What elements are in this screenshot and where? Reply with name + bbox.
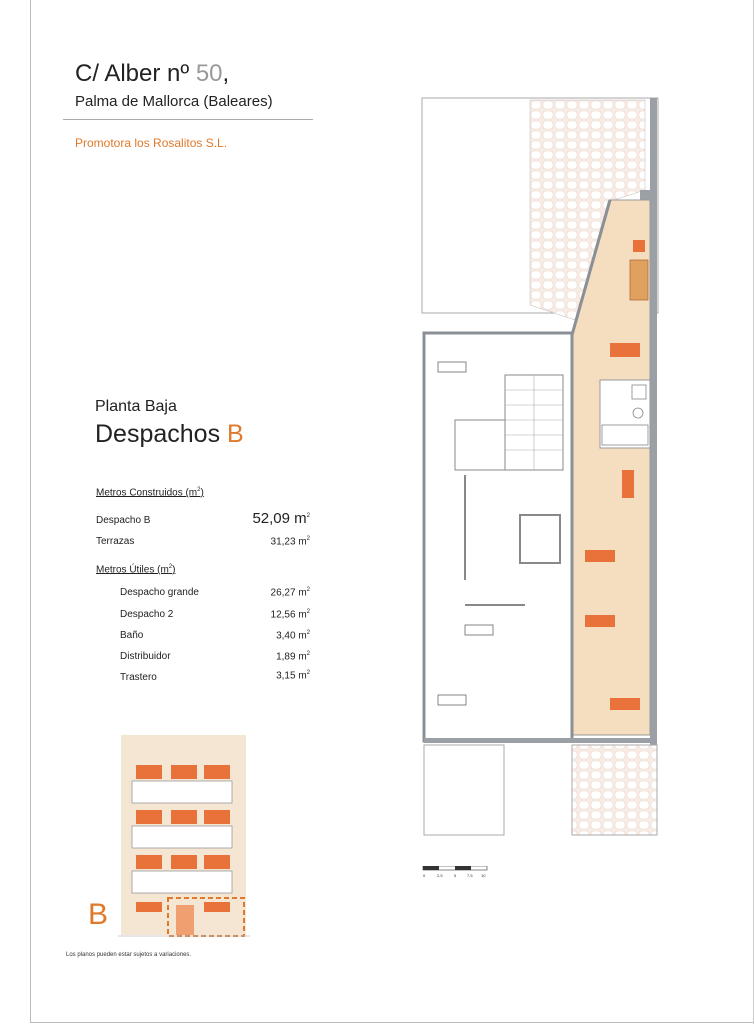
building-elevation <box>118 735 250 940</box>
wall-right-inner <box>640 190 650 200</box>
footnote: Los planos pueden estar sujetos a variaciones. <box>66 952 192 958</box>
city: Palma de Mallorca (Baleares) <box>75 93 273 110</box>
table-1 <box>610 343 640 357</box>
stairs <box>505 375 563 470</box>
balconies <box>132 781 232 893</box>
built-heading: Metros Construidos $(m^2)$ <box>96 487 204 499</box>
unit-title: Despachos B <box>95 420 244 448</box>
table-2 <box>622 470 634 498</box>
svg-text:5: 5 <box>454 873 457 878</box>
wall-bottom <box>424 738 657 743</box>
svg-text:7,5: 7,5 <box>467 873 473 878</box>
built-label-0: Despacho B <box>96 515 151 526</box>
terrace-lower-right <box>572 745 657 835</box>
floor-label: Planta Baja <box>95 398 177 415</box>
address-title: C/ Alber nº 50, <box>75 60 230 87</box>
table-4 <box>585 615 615 627</box>
useful-value-4: 3,15 $m^2$ <box>276 670 310 682</box>
built-value-1: 31,23 $m^2$ <box>270 536 310 548</box>
bathtub <box>602 425 648 445</box>
elevator <box>520 515 560 563</box>
sofa <box>630 260 648 300</box>
useful-label-0: Despacho grande <box>120 587 199 598</box>
useful-value-0: 26,27 $m^2$ <box>270 587 310 599</box>
useful-label-3: Distribuidor <box>120 651 171 662</box>
small-bath-left <box>455 420 505 470</box>
built-label-1: Terrazas <box>96 536 135 547</box>
svg-text:10: 10 <box>481 873 486 878</box>
terrace-lower-left <box>424 745 504 835</box>
floor-plan <box>410 90 670 840</box>
scale-bar <box>420 866 490 882</box>
divider <box>63 119 313 120</box>
armchair <box>633 240 645 252</box>
svg-text:0: 0 <box>423 873 426 878</box>
left-block <box>424 333 572 741</box>
built-value-0: 52,09 $m^2$ <box>252 510 310 527</box>
useful-value-3: 1,89 $m^2$ <box>276 651 310 663</box>
useful-value-2: 3,40 $m^2$ <box>276 630 310 642</box>
promoter: Promotora los Rosalitos S.L. <box>75 136 228 150</box>
elevation-letter: B <box>88 898 109 931</box>
chair-left-1 <box>438 362 466 372</box>
table-5 <box>610 698 640 710</box>
useful-label-4: Trastero <box>120 672 157 683</box>
useful-label-1: Despacho 2 <box>120 609 174 620</box>
chair-left-2 <box>465 625 493 635</box>
wall-right <box>650 98 657 748</box>
chair-left-3 <box>438 695 466 705</box>
entrance-door <box>176 905 194 935</box>
useful-label-2: Baño <box>120 630 144 641</box>
sink <box>632 385 646 399</box>
toilet <box>633 408 643 418</box>
useful-heading: Metros Útiles $(m^2)$ <box>96 564 176 576</box>
useful-value-1: 12,56 $m^2$ <box>270 609 310 621</box>
svg-text:2,5: 2,5 <box>437 873 443 878</box>
table-3 <box>585 550 615 562</box>
